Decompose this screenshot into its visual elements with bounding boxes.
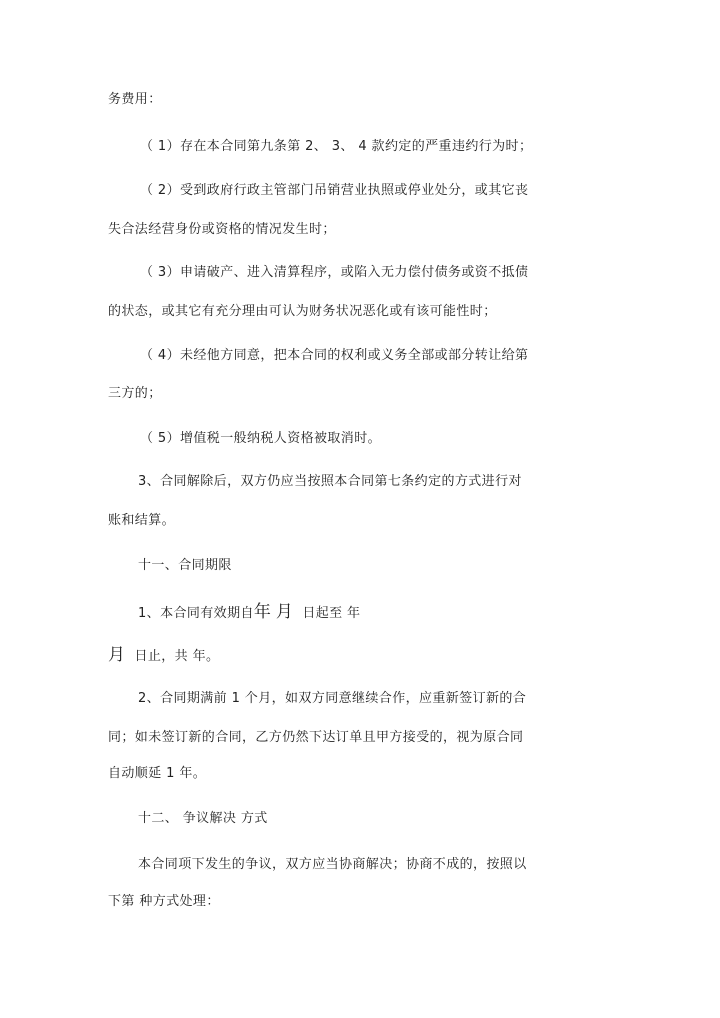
term-prefix: 1、本合同有效期自 [138, 606, 254, 621]
section-heading-11: 十一、合同期限 [138, 558, 232, 573]
text-line: 同；如未签订新的合同，乙方仍然下达订单且甲方接受的，视为原合同 [108, 730, 524, 745]
paragraph: 本合同项下发生的争议，双方应当协商解决；协商不成的，按照以 [138, 857, 527, 872]
clause-item-5: （ 5）增值税一般纳税人资格被取消时。 [140, 431, 382, 446]
text-line: 自动顺延 1 年。 [108, 766, 207, 781]
clause-item-4: （ 4）未经他方同意，把本合同的权利或义务全部或部分转让给第 [140, 348, 529, 363]
term-suffix: 日止，共 年。 [134, 649, 220, 664]
text-line: 下第 种方式处理： [108, 894, 220, 909]
clause-item-2: （ 2）受到政府行政主管部门吊销营业执照或停业处分，或其它丧 [140, 183, 529, 198]
section-heading-12: 十二、 争议解决 方式 [138, 811, 268, 826]
paragraph-2: 2、合同期满前 1 个月，如双方同意继续合作，应重新签订新的合 [138, 691, 527, 706]
clause-item-1: （ 1）存在本合同第九条第 2、 3、 4 款约定的严重违约行为时； [140, 139, 533, 154]
text-line: 账和结算。 [108, 513, 176, 528]
term-suffix: 日起至 年 [302, 606, 361, 621]
term-month: 月 [275, 602, 294, 622]
term-line-2 [108, 647, 219, 665]
term-line-1 [138, 604, 360, 622]
paragraph-3: 3、合同解除后，双方仍应当按照本合同第七条约定的方式进行对 [138, 474, 522, 489]
term-year: 年 [253, 602, 272, 622]
term-month: 月 [108, 645, 126, 665]
text-line: 务费用： [108, 92, 162, 107]
text-line: 失合法经营身份或资格的情况发生时； [108, 222, 336, 237]
text-line: 的状态，或其它有充分理由可认为财务状况恶化或有该可能性时； [108, 304, 497, 319]
clause-item-3: （ 3）申请破产、进入清算程序，或陷入无力偿付债务或资不抵债 [140, 265, 529, 280]
text-line: 三方的； [108, 386, 162, 401]
